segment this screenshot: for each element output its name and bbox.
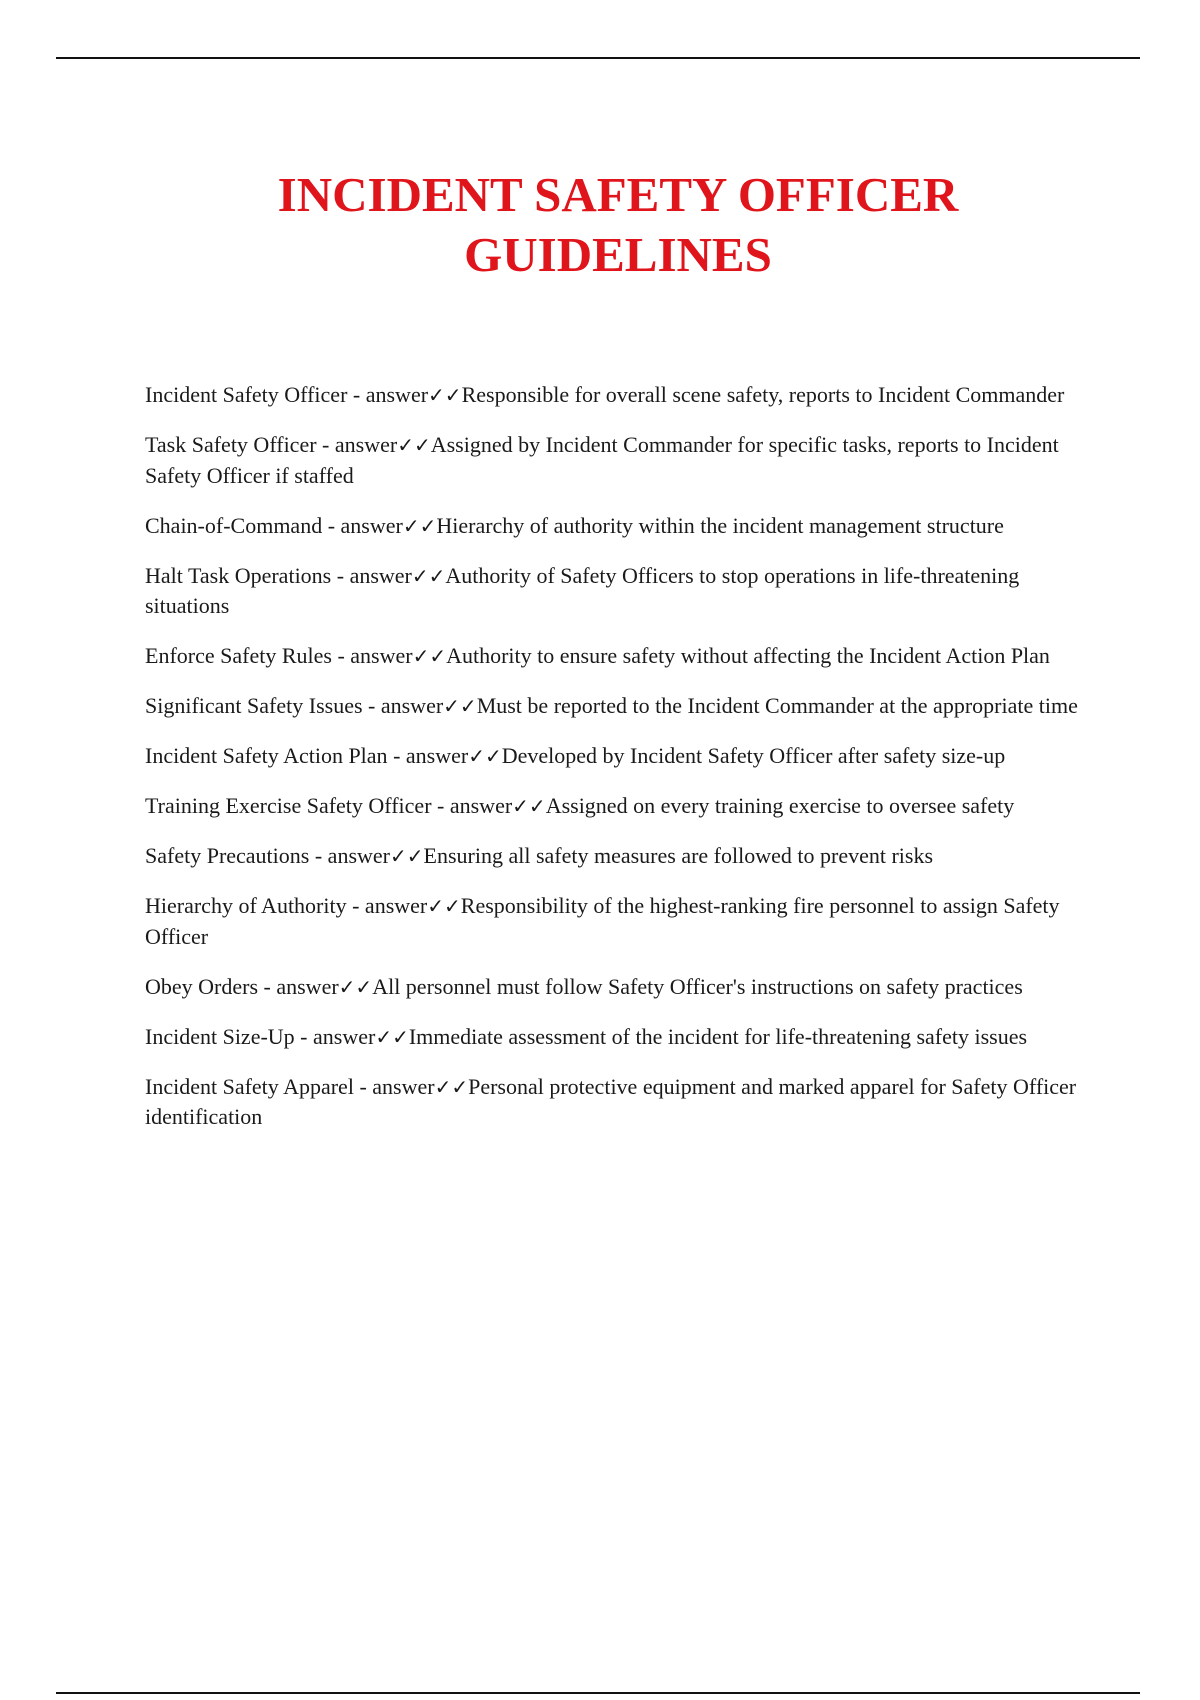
double-check-icon: ✓✓ — [512, 794, 546, 818]
double-check-icon: ✓✓ — [397, 433, 431, 457]
entry-term: Safety Precautions — [145, 843, 310, 868]
entry-term: Training Exercise Safety Officer — [145, 793, 432, 818]
entry-term: Halt Task Operations — [145, 562, 332, 588]
list-item — [145, 1022, 1090, 1053]
entry-separator: - answer — [431, 793, 513, 818]
entry-definition: Personal protective equipment and marked apparel for Safety Officer identification — [145, 1073, 1077, 1129]
list-item — [145, 841, 1090, 872]
double-check-icon: ✓✓ — [375, 1024, 409, 1049]
list-item — [145, 691, 1090, 722]
page-title — [0, 165, 1200, 285]
entry-term: Chain-of-Command — [145, 512, 323, 538]
entry-term: Significant Safety Issues — [145, 693, 363, 718]
entry-term: Incident Safety Officer — [145, 382, 348, 407]
bottom-divider — [56, 1692, 1140, 1694]
entry-separator: - answer — [294, 1023, 376, 1049]
entry-definition: Responsible for overall scene safety, reports to Incident Commander — [461, 382, 1065, 407]
title-line-2: GUIDELINES — [464, 227, 772, 282]
entry-list — [145, 380, 1090, 1152]
double-check-icon: ✓✓ — [468, 744, 502, 768]
double-check-icon: ✓✓ — [443, 694, 477, 718]
entry-separator: - answer — [346, 893, 428, 918]
top-divider — [56, 57, 1140, 59]
entry-separator: - answer — [353, 1073, 435, 1099]
list-item — [145, 430, 1090, 491]
entry-definition: All personnel must follow Safety Officer's instructions on safety practices — [372, 973, 1023, 999]
double-check-icon: ✓✓ — [338, 974, 373, 999]
double-check-icon: ✓✓ — [411, 563, 446, 588]
entry-definition: Assigned on every training exercise to oversee safety — [545, 793, 1015, 818]
entry-separator: - answer — [362, 693, 444, 718]
entry-definition: Authority to ensure safety without affecting the Incident Action Plan — [446, 643, 1050, 668]
list-item — [145, 561, 1090, 622]
double-check-icon: ✓✓ — [390, 844, 424, 868]
entry-separator: - answer — [347, 382, 429, 407]
double-check-icon: ✓✓ — [412, 644, 447, 668]
entry-definition: Ensuring all safety measures are followed to prevent risks — [423, 843, 934, 868]
entry-definition: Assigned by Incident Commander for specific tasks, reports to Incident Safety Officer if staffed — [145, 432, 1059, 488]
entry-term: Hierarchy of Authority — [145, 893, 347, 918]
entry-term: Enforce Safety Rules — [145, 643, 332, 668]
list-item — [145, 891, 1090, 952]
entry-definition: Developed by Incident Safety Officer after safety size-up — [501, 743, 1006, 768]
list-item — [145, 972, 1090, 1003]
entry-definition: Must be reported to the Incident Commander at the appropriate time — [476, 693, 1078, 718]
entry-definition: Responsibility of the highest-ranking fire personnel to assign Safety Officer — [145, 893, 1060, 949]
entry-term: Incident Size-Up — [145, 1023, 295, 1049]
entry-separator: - answer — [316, 432, 398, 457]
entry-separator: - answer — [387, 743, 469, 768]
double-check-icon: ✓✓ — [427, 894, 461, 918]
list-item — [145, 380, 1090, 411]
entry-definition: Hierarchy of authority within the incident management structure — [436, 512, 1004, 538]
entry-term: Incident Safety Apparel — [145, 1073, 354, 1099]
entry-separator: - answer — [258, 973, 339, 999]
entry-separator: - answer — [331, 643, 413, 668]
list-item — [145, 641, 1090, 672]
list-item — [145, 511, 1090, 542]
entry-term: Task Safety Officer — [145, 432, 317, 457]
entry-definition: Immediate assessment of the incident for life-threatening safety issues — [408, 1023, 1028, 1049]
list-item — [145, 741, 1090, 772]
entry-term: Incident Safety Action Plan — [145, 743, 388, 768]
double-check-icon: ✓✓ — [428, 383, 462, 407]
double-check-icon: ✓✓ — [434, 1074, 469, 1099]
list-item — [145, 1072, 1090, 1133]
entry-term: Obey Orders — [145, 973, 259, 999]
list-item — [145, 791, 1090, 822]
double-check-icon: ✓✓ — [402, 513, 437, 538]
entry-separator: - answer — [322, 512, 403, 538]
entry-separator: - answer — [331, 562, 412, 588]
title-line-1: INCIDENT SAFETY OFFICER — [277, 167, 959, 222]
entry-definition: Authority of Safety Officers to stop operations in life-threatening situations — [145, 562, 1020, 618]
entry-separator: - answer — [309, 843, 390, 868]
